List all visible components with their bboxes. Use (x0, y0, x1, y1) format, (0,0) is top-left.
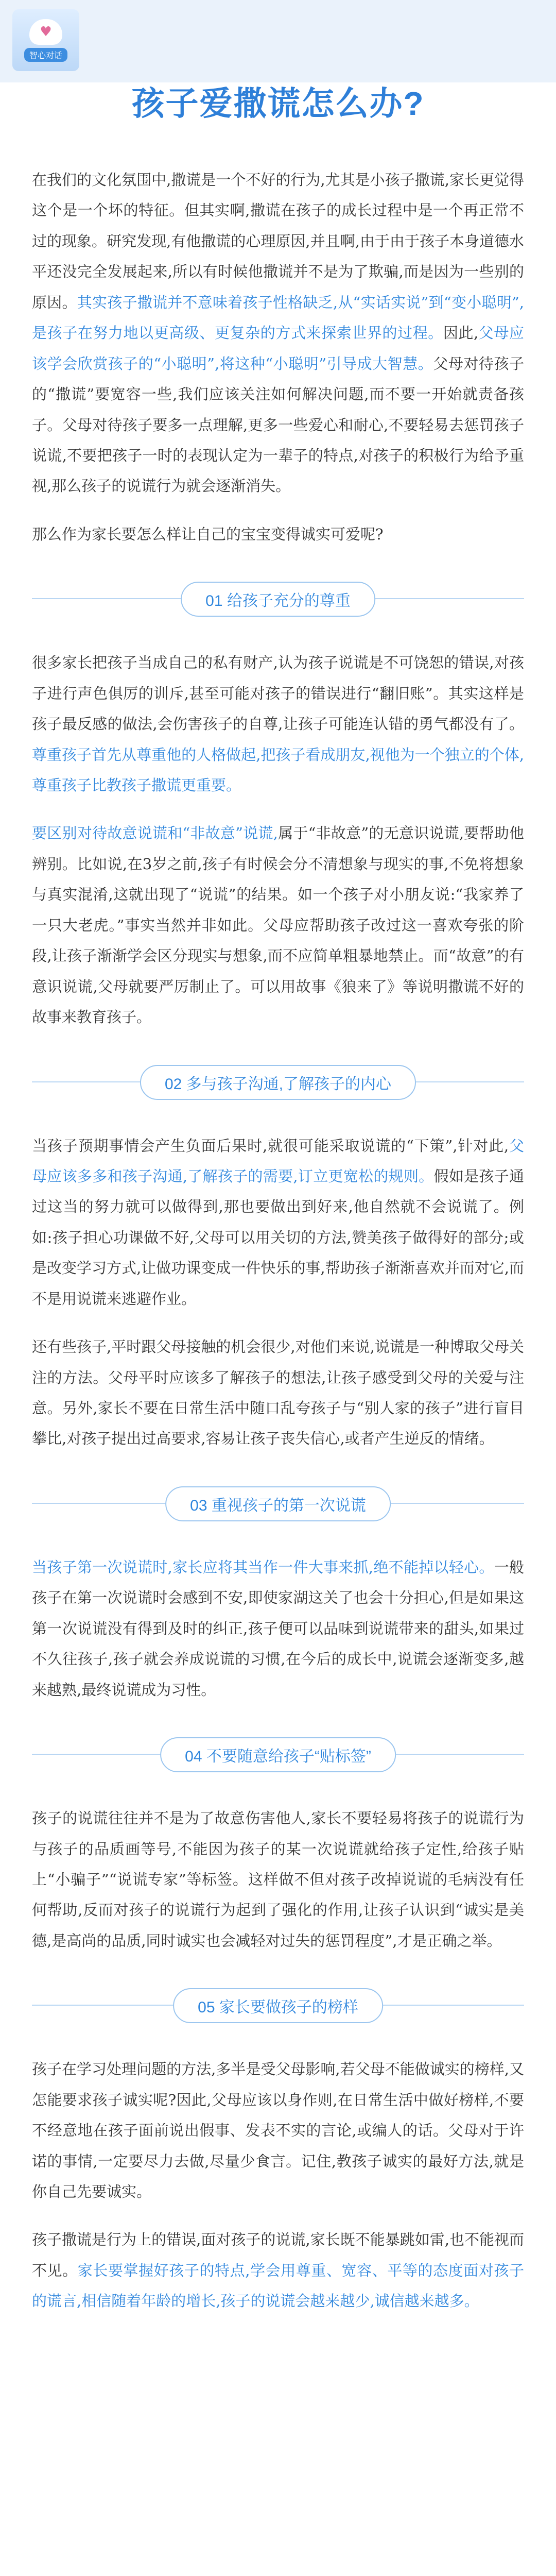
text-run: 假如是孩子通过这当的努力就可以做得到,那也要做出到好来,他自然就不会说谎了。例如:孩子担心功课做不好,父母可以用关切的方法,赞美孩子做得好的部分;或是改变学习方式,让做功课变成一件快乐的事,帮助孩子渐渐喜欢并而对它,而不是用说谎来逃避作业。 (32, 1167, 524, 1308)
text-run: 属于“非故意”的无意识说谎,要帮助他辨别。比如说,在3岁之前,孩子有时候会分不清想象与现实的事,不免将想象与真实混淆,这就出现了“说谎”的结果。如一个孩子对小朋友说:“我家养了一只大老虎。”事实当然并非如此。父母应帮助孩子改过这一喜欢夸张的阶段,让孩子渐渐学会区分现实与想象,而不应简单粗暴地禁止。而“故意”的有意识说谎,父母就要严厉制止了。可以用故事《狼来了》等说明撒谎不好的故事来教育孩子。 (32, 824, 525, 1026)
highlighted-text: 父母应该学会欣赏孩子的“小聪明”,将这种“小聪明”引导成大智慧。 (32, 324, 524, 372)
highlighted-text: 当孩子第一次说谎时,家长应将其当作一件大事来抓,绝不能掉以轻心。 (32, 1558, 494, 1576)
paragraph (32, 2225, 524, 2316)
text-run: 当孩子预期事情会产生负面后果时,就很可能采取说谎的“下策”,针对此, (32, 1137, 509, 1155)
text-run: 孩子的说谎往往并不是为了故意伤害他人,家长不要轻易将孩子的说谎行为与孩子的品质画等号,不能因为孩子的某一次说谎就给孩子定性,给孩子贴上“小骗子”“说谎专家”等标签。这样做不但对孩子改掉说谎的毛病没有任何帮助,反而对孩子的说谎行为起到了强化的作用,让孩子认识到“诚实是美德,是高尚的品质,同时诚实也会减轻对过失的惩罚程度”,才是正确之举。 (32, 1809, 524, 1950)
highlighted-text: 其实孩子撒谎并不意味着孩子性格缺乏,从“实话实说”到“变小聪明”,是孩子在努力地以更高级、更复杂的方式来探索世界的过程。 (32, 293, 524, 342)
section-title: 04 不要随意给孩子“贴标签” (160, 1737, 396, 1772)
text-run: 还有些孩子,平时跟父母接触的机会很少,对他们来说,说谎是一种博取父母关注的方法。父母平时应该多了解孩子的想法,让孩子感受到父母的关爱与注意。另外,家长不要在日常生活中随口乱夸孩子与“别人家的孩子”进行盲目攀比,对孩子提出过高要求,容易让孩子丧失信心,或者产生逆反的情绪。 (32, 1338, 524, 1448)
text-run: 很多家长把孩子当成自己的私有财产,认为孩子说谎是不可饶恕的错误,对孩子进行声色俱厉的训斥,甚至可能对孩子的错误进行“翻旧账”。其实这样是孩子最反感的做法,会伤害孩子的自尊,让孩子可能连认错的勇气都没有了。 (32, 654, 524, 733)
section-title: 01 给孩子充分的尊重 (181, 582, 375, 617)
paragraph (32, 1552, 524, 1705)
paragraph (32, 818, 524, 1032)
paragraph (32, 165, 524, 502)
text-run: 那么作为家长要怎么样让自己的宝宝变得诚实可爱呢? (32, 525, 384, 543)
paragraph (32, 648, 524, 801)
brand-logo (12, 9, 79, 71)
section-heading (32, 1977, 524, 2033)
article-body (32, 165, 524, 2334)
section-heading (32, 1475, 524, 1532)
highlighted-text: 家长要掌握好孩子的特点,学会用尊重、宽容、平等的态度面对孩子的谎言,相信随着年龄的增长,孩子的说谎会越来越少,诚信越来越多。 (32, 2261, 524, 2310)
highlighted-text: 尊重孩子首先从尊重他的人格做起,把孩子看成朋友,视他为一个独立的个体,尊重孩子比教孩子撒谎更重要。 (32, 745, 524, 794)
logo-text: 智心对话 (24, 48, 67, 62)
section-title: 02 多与孩子沟通,了解孩子的内心 (140, 1065, 416, 1100)
text-run: 父母对待孩子的“撒谎”要宽容一些,我们应该关注如何解决问题,而不要一开始就责备孩子。父母对待孩子要多一点理解,更多一些爱心和耐心,不要轻易去惩罚孩子说谎,不要把孩子一时的表现认定为一辈子的特点,对孩子的积极行为给予重视,那么孩子的说谎行为就会逐渐消失。 (32, 354, 524, 495)
text-run: 孩子撒谎是行为上的错误,面对孩子的说谎,家长既不能暴跳如雷,也不能视而不见。 (32, 2231, 524, 2279)
paragraph (32, 519, 524, 550)
text-run: 孩子在学习处理问题的方法,多半是受父母影响,若父母不能做诚实的榜样,又怎能要求孩子诚实呢?因此,父母应该以身作则,在日常生活中做好榜样,不要不经意地在孩子面前说出假事、发表不实的言论,或编人的话。父母对于许诺的事情,一定要尽力去做,尽量少食言。记住,教孩子诚实的最好方法,就是你自己先要诚实。 (32, 2060, 524, 2200)
section-heading (32, 1726, 524, 1783)
highlighted-text: 父母应该多多和孩子沟通,了解孩子的需要,订立更宽松的规则。 (32, 1137, 524, 1185)
section-title: 05 家长要做孩子的榜样 (173, 1988, 383, 2023)
paragraph (32, 1803, 524, 1956)
text-run: 一般孩子在第一次说谎时会感到不安,即使家湖这关了也会十分担心,但是如果这第一次说谎没有得到及时的纠正,孩子便可以品味到说谎带来的甜头,如果过不久往孩子,孩子就会养成说谎的习惯,在今后的成长中,说谎会逐渐变多,越来越熟,最终说谎成为习性。 (32, 1558, 524, 1699)
section-title: 03 重视孩子的第一次说谎 (165, 1486, 391, 1521)
highlighted-text: 要区别对待故意说谎和“非故意”说谎, (32, 824, 278, 842)
text-run: 因此, (443, 324, 479, 342)
paragraph (32, 1131, 524, 1315)
page-title: 孩子爱撒谎怎么办? (131, 85, 425, 122)
heart-icon: ♥ (29, 19, 62, 45)
paragraph (32, 1332, 524, 1454)
paragraph (32, 2054, 524, 2207)
header-banner (0, 0, 556, 82)
text-run: 在我们的文化氛围中,撒谎是一个不好的行为,尤其是小孩子撒谎,家长更觉得这个是一个坏的特征。但其实啊,撒谎在孩子的成长过程中是一个再正常不过的现象。研究发现,有他撒谎的心理原因,并且啊,由于由于孩子本身道德水平还没完全发展起来,所以有时候他撒谎并不是为了欺骗,而是因为一些别的原因。 (32, 171, 524, 311)
section-heading (32, 570, 524, 627)
section-heading (32, 1054, 524, 1110)
